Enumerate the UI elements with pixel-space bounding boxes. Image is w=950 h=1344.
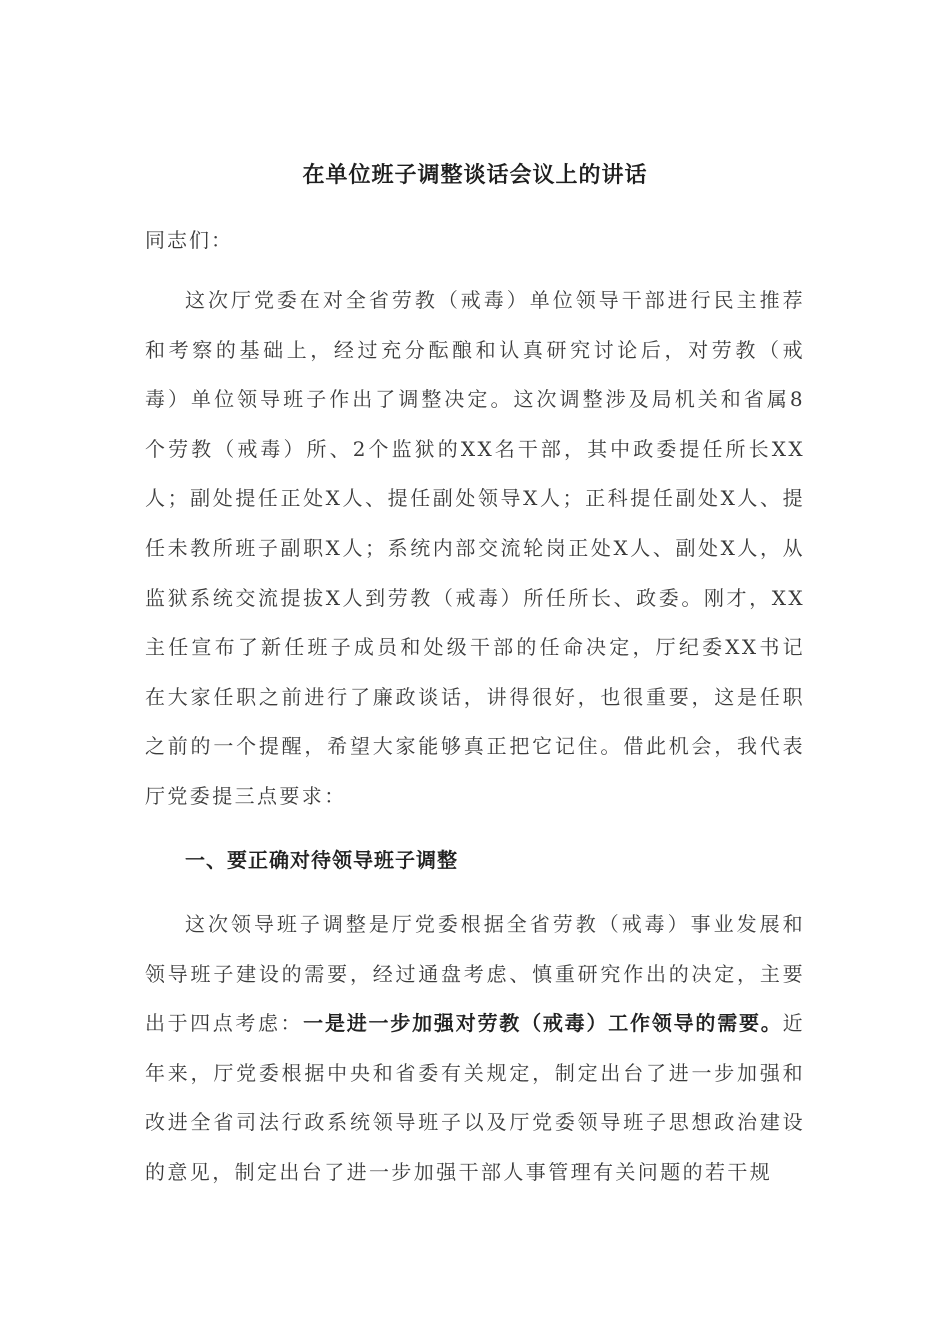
paragraph-2-intro: 这次领导班子调整是厅党委根据全省劳教（戒毒）事业发展和领导班子建设的需要，经过通盘考虑、慎重研究作出的决定，主要出于四点考虑： [145, 912, 805, 1036]
body-paragraph-1: 这次厅党委在对全省劳教（戒毒）单位领导干部进行民主推荐和考察的基础上，经过充分酝酿和认真研究讨论后，对劳教（戒毒）单位领导班子作出了调整决定。这次调整涉及局机关和省属8个劳教（戒毒）所、2个监狱的XX名干部，其中政委提任所长XX人；副处提任正处X人、提任副处领导X人；正科提任副处X人、提任未教所班子副职X人；系统内部交流轮岗正处X人、副处X人，从监狱系统交流提拔X人到劳教（戒毒）所任所长、政委。刚才，XX主任宣布了新任班子成员和处级干部的任命决定，厅纪委XX书记在大家任职之前进行了廉政谈话，讲得很好，也很重要，这是任职之前的一个提醒，希望大家能够真正把它记住。借此机会，我代表厅党委提三点要求： [145, 288, 805, 808]
paragraph-2-emphasis: 一是进一步加强对劳教（戒毒）工作领导的需要。 [303, 1011, 783, 1036]
salutation: 同志们： [145, 228, 233, 252]
section-heading-1: 一、要正确对待领导班子调整 [185, 848, 458, 872]
document-title: 在单位班子调整谈话会议上的讲话 [302, 163, 648, 188]
body-paragraph-2 [145, 900, 805, 1198]
paragraph-2-rest: 近年来，厅党委根据中央和省委有关规定，制定出台了进一步加强和改进全省司法行政系统领导班子以及厅党委领导班子思想政治建设的意见，制定出台了进一步加强干部人事管理有关问题的若干规 [145, 1011, 805, 1184]
